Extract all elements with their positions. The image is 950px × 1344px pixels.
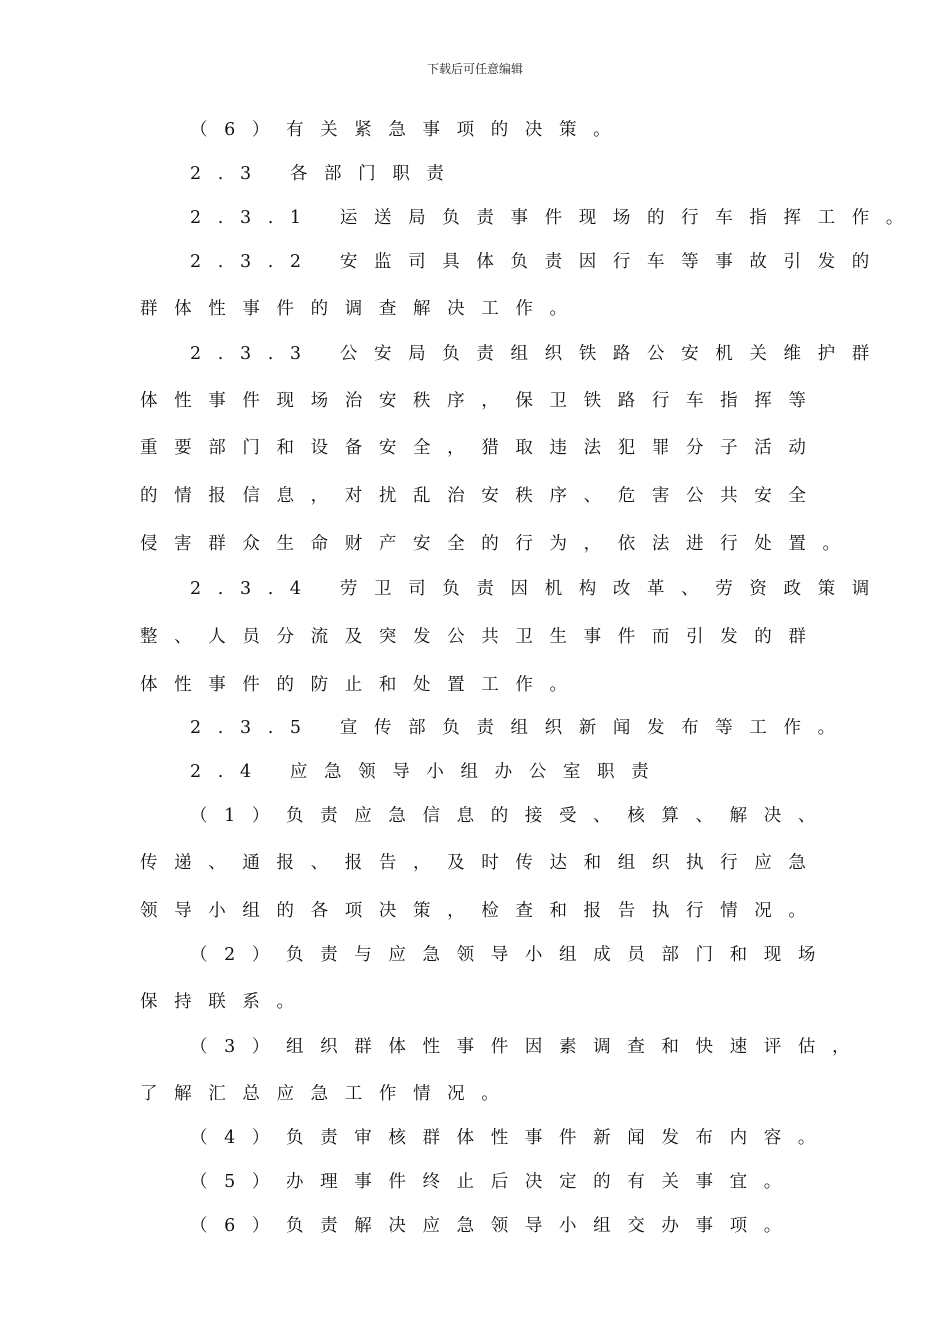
- text-line: 群体性事件的调查解决工作。: [140, 299, 584, 319]
- text-line: （6）负责解决应急领导小组交办事项。: [190, 1216, 798, 1236]
- text-line: 2.3.1 运送局负责事件现场的行车指挥工作。: [190, 208, 920, 228]
- text-line: 2.3.5 宣传部负责组织新闻发布等工作。: [190, 718, 852, 738]
- text-line: 2.3.3 公安局负责组织铁路公安机关维护群: [190, 344, 886, 364]
- page-header: 下载后可任意编辑: [426, 62, 523, 76]
- text-line: 了解汇总应急工作情况。: [140, 1084, 516, 1104]
- text-line: （3）组织群体性事件因素调查和快速评估，: [190, 1037, 867, 1057]
- text-line: 领导小组的各项决策，检查和报告执行情况。: [140, 901, 823, 921]
- text-line: 体性事件现场治安秩序，保卫铁路行车指挥等: [140, 391, 823, 411]
- text-line: （2）负责与应急领导小组成员部门和现场: [190, 945, 833, 965]
- text-line: 2.4 应急领导小组办公室职责: [190, 762, 666, 782]
- text-line: 的情报信息，对扰乱治安秩序、危害公共安全: [140, 486, 823, 506]
- text-line: （1）负责应急信息的接受、核算、解决、: [190, 806, 833, 826]
- text-line: 整、人员分流及突发公共卫生事件而引发的群: [140, 627, 823, 647]
- text-line: 2.3.4 劳卫司负责因机构改革、劳资政策调: [190, 579, 886, 599]
- text-line: （5）办理事件终止后决定的有关事宜。: [190, 1172, 798, 1192]
- text-line: （6）有关紧急事项的决策。: [190, 120, 628, 140]
- text-line: 2.3 各部门职责: [190, 164, 461, 184]
- text-line: 体性事件的防止和处置工作。: [140, 675, 584, 695]
- text-line: 保持联系。: [140, 992, 311, 1012]
- text-line: 重要部门和设备安全，猎取违法犯罪分子活动: [140, 438, 823, 458]
- text-line: 侵害群众生命财产安全的行为，依法进行处置。: [140, 534, 857, 554]
- text-line: （4）负责审核群体性事件新闻发布内容。: [190, 1128, 833, 1148]
- text-line: 2.3.2 安监司具体负责因行车等事故引发的: [190, 252, 886, 272]
- text-line: 传递、通报、报告，及时传达和组织执行应急: [140, 853, 823, 873]
